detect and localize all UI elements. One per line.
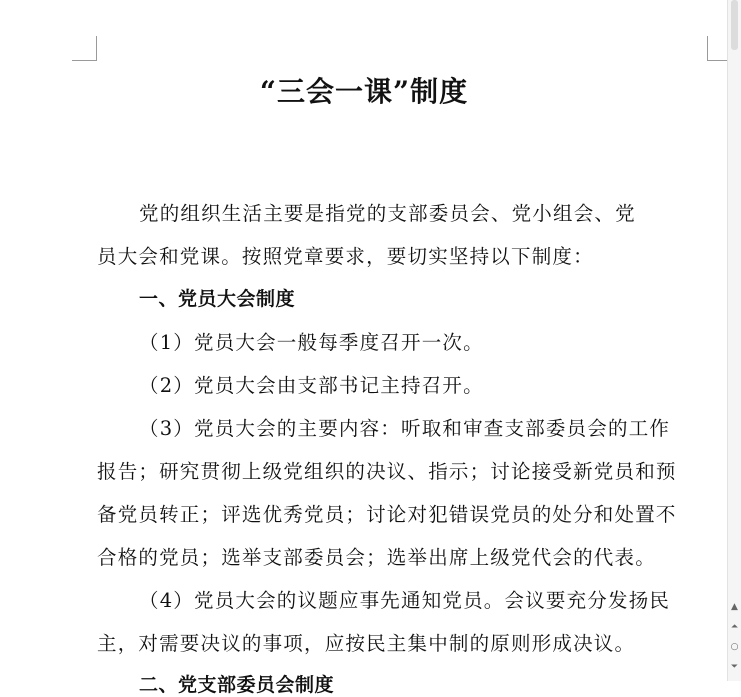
scrollbar-thumb[interactable]	[731, 0, 738, 50]
margin-corner-top-right	[707, 36, 728, 61]
paragraph-line: （2）党员大会由支部书记主持召开。	[139, 374, 484, 397]
chevron-up-icon[interactable]: ▲	[731, 602, 738, 612]
double-chevron-up-icon[interactable]: ⏶	[730, 622, 739, 632]
section-heading: 一、党员大会制度	[139, 288, 296, 310]
paragraph-line: （3）党员大会的主要内容：听取和审查支部委员会的工作	[139, 417, 671, 440]
paragraph-line: 党的组织生活主要是指党的支部委员会、党小组会、党	[139, 202, 636, 225]
paragraph-line: 员大会和党课。按照党章要求，要切实坚持以下制度：	[97, 245, 594, 268]
paragraph-line: 合格的党员；选举支部委员会；选举出席上级党代会的代表。	[97, 546, 656, 569]
section-heading: 二、党支部委员会制度	[139, 674, 335, 696]
margin-corner-top-left	[72, 36, 97, 61]
paragraph-line: （4）党员大会的议题应事先通知党员。会议要充分发扬民	[139, 589, 671, 612]
document-title: “三会一课”制度	[259, 75, 469, 108]
paragraph-line: 报告；研究贯彻上级党组织的决议、指示；讨论接受新党员和预	[97, 460, 677, 483]
paragraph-line: 主，对需要决议的事项，应按民主集中制的原则形成决议。	[97, 632, 636, 655]
chevron-down-icon[interactable]: ⏷	[730, 662, 739, 672]
paragraph-line: 备党员转正；评选优秀党员；讨论对犯错误党员的处分和处置不	[97, 503, 677, 526]
paragraph-line: （1）党员大会一般每季度召开一次。	[139, 331, 484, 354]
page-marker-icon[interactable]: ○	[730, 642, 739, 652]
vertical-scrollbar[interactable]	[727, 0, 741, 681]
